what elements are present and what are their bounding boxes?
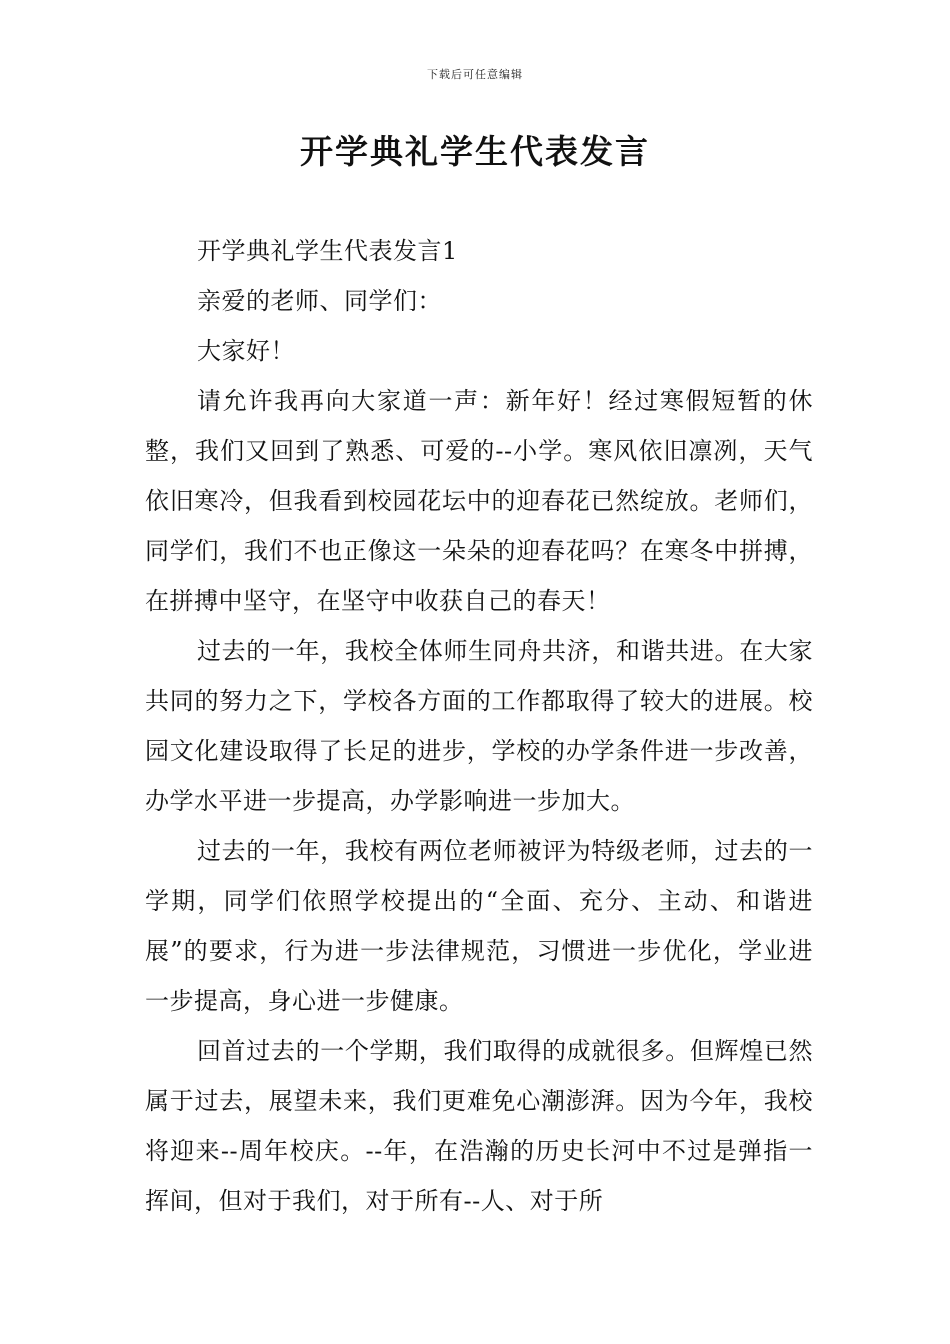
paragraph: 回首过去的一个学期，我们取得的成就很多。但辉煌已然属于过去，展望未来，我们更难免心潮澎湃。因为今年，我校将迎来--周年校庆。--年，在浩瀚的历史长河中不过是弹指一挥间，但对于我们，对于所有--人、对于所 <box>145 1037 813 1215</box>
document-body <box>145 226 813 1226</box>
paragraph: 过去的一年，我校有两位老师被评为特级老师，过去的一学期，同学们依照学校提出的“全面、充分、主动、和谐进展”的要求，行为进一步法律规范，习惯进一步优化，学业进一步提高，身心进一步健康。 <box>145 837 813 1015</box>
document-title: 开学典礼学生代表发言 <box>300 132 650 171</box>
header-note: 下载后可任意编辑 <box>427 68 523 81</box>
paragraph: 请允许我再向大家道一声：新年好！经过寒假短暂的休整，我们又回到了熟悉、可爱的--小学。寒风依旧凛冽，天气依旧寒冷，但我看到校园花坛中的迎春花已然绽放。老师们，同学们，我们不也正像这一朵朵的迎春花吗？在寒冬中拼搏，在拼搏中坚守，在坚守中收获自己的春天！ <box>145 387 813 615</box>
paragraph-greeting: 大家好！ <box>197 337 295 365</box>
paragraph-heading: 开学典礼学生代表发言1 <box>197 237 458 265</box>
paragraph-salutation: 亲爱的老师、同学们： <box>197 287 442 315</box>
paragraph: 过去的一年，我校全体师生同舟共济，和谐共进。在大家共同的努力之下，学校各方面的工作都取得了较大的进展。校园文化建设取得了长足的进步，学校的办学条件进一步改善，办学水平进一步提高，办学影响进一步加大。 <box>145 637 813 815</box>
